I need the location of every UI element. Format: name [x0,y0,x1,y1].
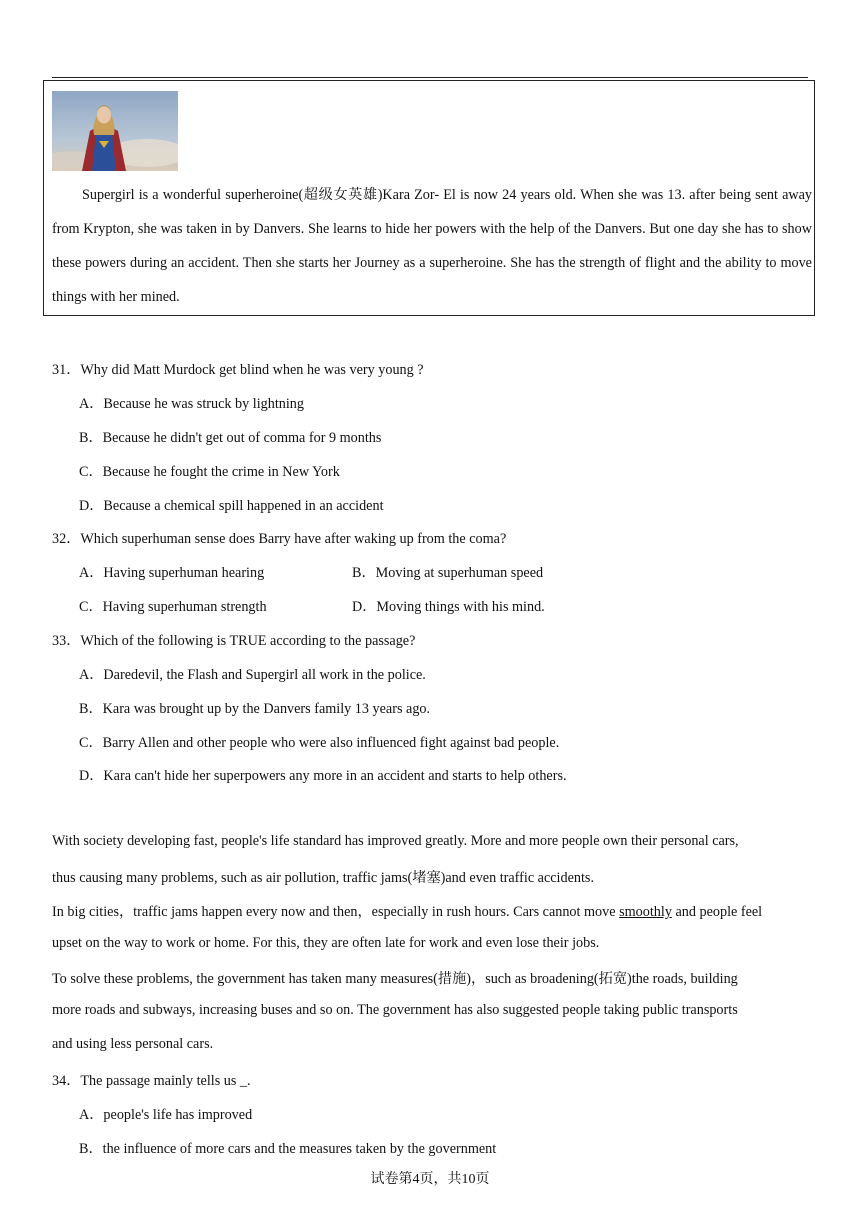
q31-option-a[interactable]: A．Because he was struck by lightning [79,396,304,412]
passage2-line-4: upset on the way to work or home. For this, they are often late for work and even lose their jobs. [52,935,600,951]
question-33: 33．Which of the following is TRUE according to the passage? [52,633,416,649]
q32-option-d[interactable]: D．Moving things with his mind. [352,599,545,615]
underlined-word: smoothly [619,904,672,920]
q32-option-b[interactable]: B．Moving at superhuman speed [352,565,544,581]
q33-option-d[interactable]: D．Kara can't hide her superpowers any more in an accident and starts to help others. [79,768,567,784]
q33-option-c[interactable]: C．Barry Allen and other people who were also influenced fight against bad people. [79,735,560,751]
supergirl-photo [52,91,178,171]
q33-option-b[interactable]: B．Kara was brought up by the Danvers family 13 years ago. [79,701,431,717]
passage2-line-6: more roads and subways, increasing buses and so on. The government has also suggested people taking public transports [52,1002,738,1018]
page-footer: 试卷第4页，共10页 [370,1172,490,1187]
q32-option-c[interactable]: C．Having superhuman strength [79,599,267,615]
q34-option-a[interactable]: A．people's life has improved [79,1107,253,1123]
passage2-line-7: and using less personal cars. [52,1036,214,1052]
passage2-line-5: To solve these problems, the government has taken many measures(措施)，such as broadening(拓宽)the roads, building [52,971,738,987]
q31-option-d[interactable]: D．Because a chemical spill happened in an accident [79,498,384,514]
question-34: 34．The passage mainly tells us _. [52,1073,251,1089]
passage2-line-3-end: and people feel [671,904,763,920]
supergirl-paragraph-text: Supergirl is a wonderful superheroine(超级女英雄)Kara Zor- El is now 24 years old. When she was 13. after being sent away from Krypton, she was taken in by Danvers. She learns to hide her powers with the help of the Danvers. But one day she has to show these powers during an accident. Then she starts her Journey as a superheroine. She has the strength of flight and the ability to move things with her mined. [52,187,812,305]
passage-box [43,80,815,316]
passage2-line-2: thus causing many problems, such as air pollution, traffic jams(堵塞)and even traffic accidents. [52,870,594,886]
q34-option-b[interactable]: B．the influence of more cars and the measures taken by the government [79,1141,497,1157]
q32-option-a[interactable]: A．Having superhuman hearing [79,565,265,581]
supergirl-paragraph [52,178,812,314]
header-rule [52,77,808,78]
passage2-line-3 [52,901,762,921]
passage2-line-3-start: In big cities，traffic jams happen every now and then，especially in rush hours. Cars cannot move [52,904,620,920]
q31-option-c[interactable]: C．Because he fought the crime in New York [79,464,340,480]
question-32: 32．Which superhuman sense does Barry have after waking up from the coma? [52,531,507,547]
question-31: 31．Why did Matt Murdock get blind when he was very young ? [52,362,424,378]
passage2-line-1: With society developing fast, people's life standard has improved greatly. More and more people own their personal cars, [52,833,739,849]
q31-option-b[interactable]: B．Because he didn't get out of comma for 9 months [79,430,382,446]
q33-option-a[interactable]: A．Daredevil, the Flash and Supergirl all work in the police. [79,667,426,683]
